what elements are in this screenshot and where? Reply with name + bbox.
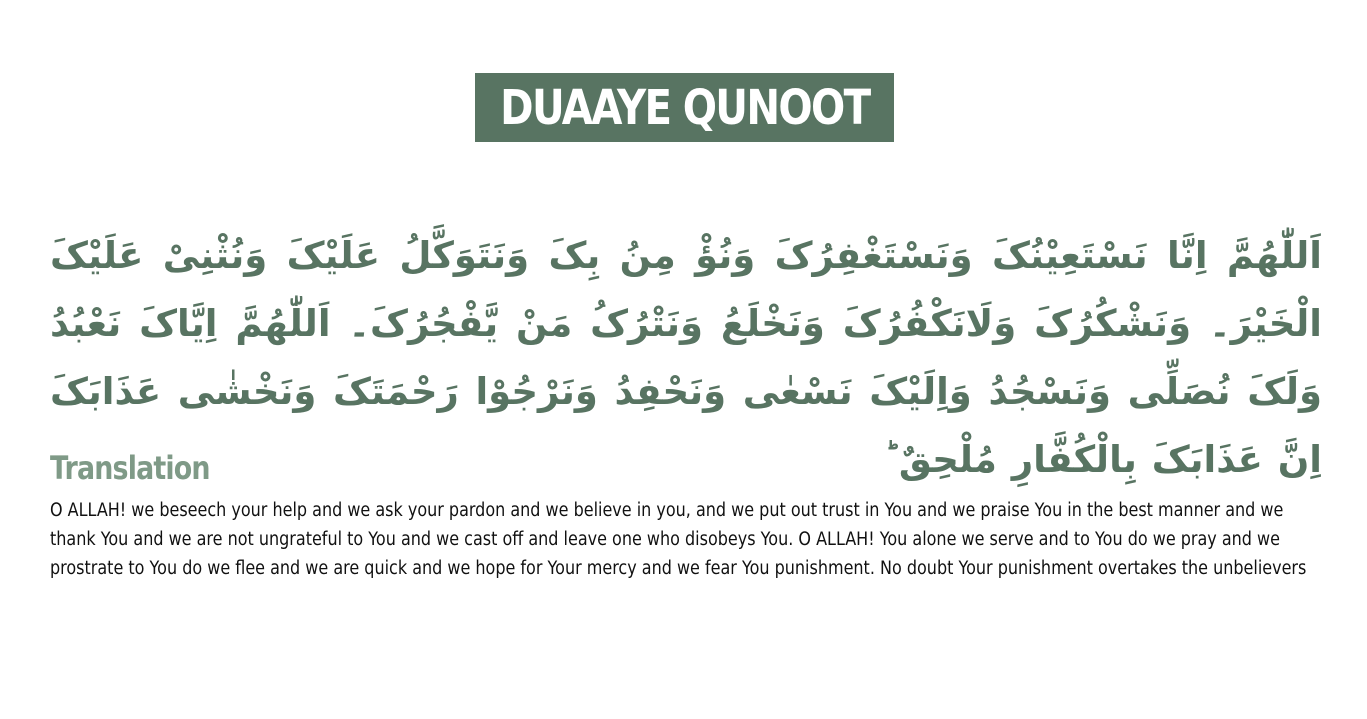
arabic-dua-text: اَللّٰهُمَّ اِنَّا نَسْتَعِیْنُکَ وَنَسْتَغْفِرُکَ وَنُؤْ مِنُ بِکَ وَنَتَوَکَّلُ عَلَیْکَ وَنُثْنِیْ عَلَیْکَ الْخَیْرَ۔ وَنَشْکُرُکَ وَلَانَکْفُرُکَ وَنَخْلَعُ وَنَتْرُکُ مَنْ یَّفْجُرُکَ۔ اَللّٰهُمَّ اِیَّاکَ نَعْبُدُ وَلَکَ نُصَلِّی وَنَسْجُدُ وَاِلَیْکَ نَسْعٰی وَنَحْفِدُ وَنَرْجُوْا رَحْمَتَکَ وَنَخْشٰی عَذَابَکَ اِنَّ عَذَابَکَ بِالْکُفَّارِ مُلْحِقٌ ؕ [50, 234, 1322, 481]
translation-heading: Translation [50, 449, 210, 487]
title-banner [475, 73, 894, 142]
page-title: DUAAYE QUNOOT [499, 79, 870, 136]
translation-text: O ALLAH! we beseech your help and we ask your pardon and we believe in you, and we put out trust in You and we praise You in the best manner and we thank You and we are not ungrateful to You and we cast off and leave one who disobeys You. O ALLAH! You alone we serve and to You do we pray and we prostrate to You do we flee and we are quick and we hope for Your mercy and we fear You punishment. No doubt Your punishment overtakes the unbelievers [50, 500, 1307, 579]
